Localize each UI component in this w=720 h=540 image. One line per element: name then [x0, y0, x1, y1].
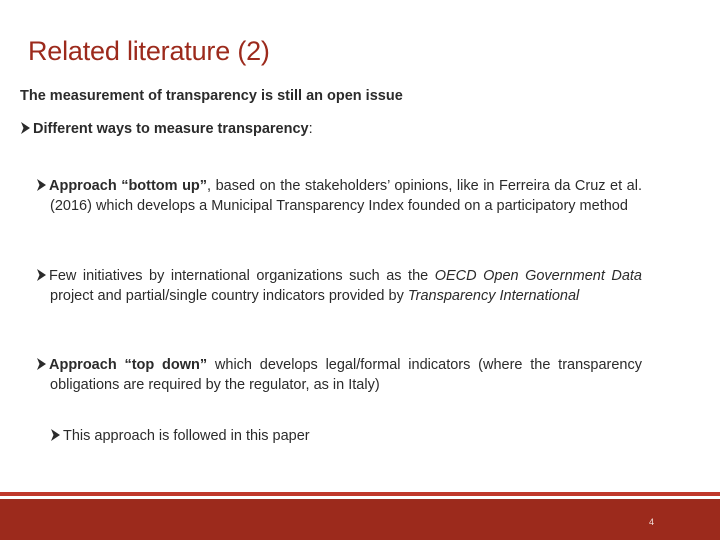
- bullet-approach-bottom-up: [36, 177, 642, 216]
- bullet-few-initiatives-ti: Transparency International: [407, 287, 580, 304]
- bullet-top-down-text: which develops legal/formal indicators (where the transparency obligations are required by the regulator, as in Italy): [50, 357, 642, 393]
- bullet-few-initiatives: [36, 267, 642, 306]
- page-number: 4: [649, 517, 655, 527]
- bullet-bottom-up-bold: Approach “bottom up”: [49, 178, 208, 194]
- bullet-this-approach: [50, 427, 610, 447]
- bullet-top-down-bold: Approach “top down”: [49, 357, 208, 373]
- bullet-level1-bold: Different ways to measure transparency: [33, 121, 309, 137]
- bullet-this-approach-text: This approach is followed in this paper: [63, 428, 310, 444]
- slide-subtitle: The measurement of transparency is still an open issue: [20, 88, 403, 104]
- arrow-bullet-icon: [36, 358, 47, 370]
- arrow-bullet-icon: [36, 269, 47, 281]
- arrow-bullet-icon: [36, 179, 47, 191]
- bullet-approach-top-down: [36, 356, 642, 395]
- bullet-few-initiatives-text1: Few initiatives by international organizations such as the: [49, 268, 435, 284]
- arrow-bullet-icon: [50, 429, 61, 441]
- slide-title: Related literature (2): [28, 36, 270, 66]
- bullet-few-initiatives-oecd: OECD Open Government Data: [434, 268, 643, 284]
- bullet-bottom-up-text: , based on the stakeholders’ opinions, like in Ferreira da Cruz et al. (2016) which develops a Municipal Transparency Index founded on a participatory method: [50, 178, 642, 214]
- bullet-level1: [20, 120, 680, 140]
- footer-bar: [0, 499, 720, 540]
- arrow-bullet-icon: [20, 122, 31, 134]
- bullet-level1-colon: :: [308, 121, 313, 137]
- bullet-few-initiatives-text2: project and partial/single country indicators provided by: [50, 287, 408, 304]
